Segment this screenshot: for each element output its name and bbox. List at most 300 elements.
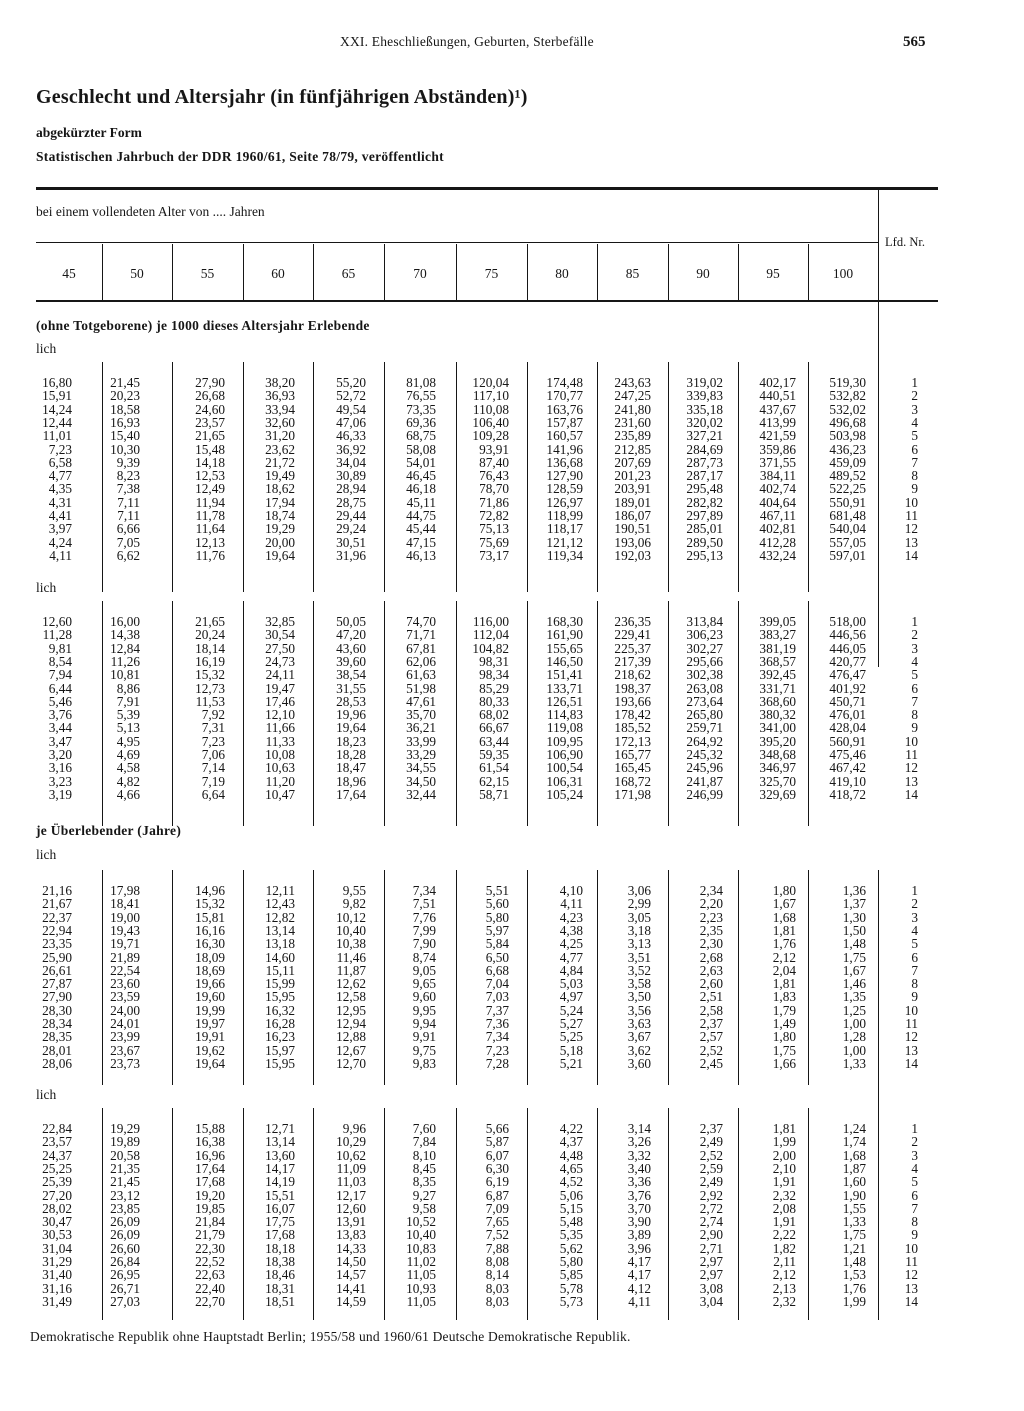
table-cell-age-65: 14,41 <box>336 1280 366 1296</box>
table-cell-age-85: 198,37 <box>614 680 651 696</box>
table-cell-age-95: 2,13 <box>772 1280 796 1296</box>
row-number: 14 <box>904 547 918 563</box>
row-number: 3 <box>911 1147 918 1163</box>
row-number: 3 <box>911 909 918 925</box>
table-cell-age-80: 4,65 <box>559 1160 583 1176</box>
row-number: 4 <box>911 414 918 430</box>
table-cell-age-90: 3,08 <box>699 1280 723 1296</box>
table-cell-age-60: 12,82 <box>265 909 295 925</box>
table-cell-age-100: 522,25 <box>829 481 866 497</box>
row-number: 11 <box>905 1254 918 1269</box>
table-cell-age-45: 28,30 <box>42 1002 72 1018</box>
subtitle-source: Statistischen Jahrbuch der DDR 1960/61, Seite 78/79, veröffentlicht <box>36 149 444 164</box>
table-cell-age-100: 1,00 <box>842 1042 866 1058</box>
table-cell-age-55: 16,16 <box>195 922 225 938</box>
table-cell-age-100: 1,28 <box>842 1029 866 1045</box>
row-number: 8 <box>911 1214 918 1230</box>
row-number: 2 <box>911 1134 918 1150</box>
table-cell-age-70: 61,63 <box>406 667 436 683</box>
table-cell-age-90: 295,66 <box>686 653 723 669</box>
table-cell-age-95: 1,76 <box>772 936 796 952</box>
table-cell-age-70: 51,98 <box>406 680 436 696</box>
table-cell-age-100: 1,60 <box>842 1174 866 1190</box>
table-cell-age-55: 16,96 <box>195 1147 225 1163</box>
table-cell-age-90: 285,01 <box>686 521 723 537</box>
table-cell-age-80: 168,30 <box>546 614 583 629</box>
table-cell-age-75: 112,04 <box>472 627 509 643</box>
row-number: 12 <box>904 760 918 776</box>
table-cell-age-70: 32,44 <box>406 786 436 802</box>
table-cell-age-60: 12,71 <box>265 1121 295 1136</box>
table-cell-age-60: 12,43 <box>265 896 295 912</box>
table-cell-age-70: 9,58 <box>412 1200 436 1216</box>
table-cell-age-75: 71,86 <box>479 494 509 510</box>
table-cell-age-85: 3,32 <box>627 1147 651 1163</box>
table-cell-age-100: 401,92 <box>829 680 866 696</box>
table-cell-age-60: 18,38 <box>265 1254 295 1269</box>
table-cell-age-95: 432,24 <box>759 547 796 563</box>
table-cell-age-85: 4,12 <box>627 1280 651 1296</box>
table-cell-age-100: 1,50 <box>842 922 866 938</box>
table-cell-age-80: 5,48 <box>559 1214 583 1230</box>
table-cell-age-95: 341,00 <box>759 720 796 736</box>
table-cell-age-100: 1,87 <box>842 1160 866 1176</box>
table-cell-age-45: 11,28 <box>42 627 72 643</box>
table-cell-age-50: 21,35 <box>110 1160 140 1176</box>
table-row <box>0 1282 1024 1295</box>
table-cell-age-90: 2,74 <box>699 1214 723 1230</box>
table-cell-age-70: 47,61 <box>406 693 436 709</box>
table-cell-age-90: 302,27 <box>686 640 723 656</box>
table-cell-age-65: 28,53 <box>336 693 366 709</box>
table-cell-age-70: 7,84 <box>412 1134 436 1150</box>
table-cell-age-65: 10,38 <box>336 936 366 952</box>
table-cell-age-55: 19,85 <box>195 1200 225 1216</box>
table-cell-age-70: 58,08 <box>406 441 436 457</box>
table-cell-age-90: 273,64 <box>686 693 723 709</box>
column-divider <box>102 244 103 300</box>
table-cell-age-50: 6,62 <box>116 547 140 563</box>
table-cell-age-65: 30,89 <box>336 468 366 484</box>
table-cell-age-90: 297,89 <box>686 508 723 523</box>
table-cell-age-50: 20,23 <box>110 388 140 404</box>
table-row <box>0 389 1024 402</box>
table-cell-age-85: 3,56 <box>627 1002 651 1018</box>
table-cell-age-85: 217,39 <box>614 653 651 669</box>
table-cell-age-100: 475,46 <box>829 747 866 762</box>
table-cell-age-50: 23,67 <box>110 1042 140 1058</box>
table-cell-age-70: 10,83 <box>406 1240 436 1256</box>
table-cell-age-75: 7,28 <box>485 1055 509 1071</box>
table-cell-age-75: 62,15 <box>479 773 509 789</box>
table-cell-age-65: 10,40 <box>336 922 366 938</box>
table-row <box>0 695 1024 708</box>
table-cell-age-85: 3,62 <box>627 1042 651 1058</box>
group-label-life-expectancy-2: lich <box>36 1087 57 1102</box>
table-cell-age-50: 10,30 <box>110 441 140 457</box>
table-cell-age-50: 23,99 <box>110 1029 140 1045</box>
row-number: 8 <box>911 468 918 484</box>
table-cell-age-55: 6,64 <box>201 786 225 802</box>
table-cell-age-95: 421,59 <box>759 428 796 444</box>
table-cell-age-85: 165,77 <box>614 747 651 762</box>
row-number: 8 <box>911 707 918 723</box>
table-row <box>0 482 1024 495</box>
table-cell-age-85: 178,42 <box>614 707 651 723</box>
table-cell-age-75: 68,02 <box>479 707 509 723</box>
table-cell-age-50: 4,82 <box>116 773 140 789</box>
table-cell-age-45: 7,94 <box>48 667 72 683</box>
table-row <box>0 655 1024 668</box>
table-cell-age-70: 35,70 <box>406 707 436 723</box>
table-cell-age-75: 72,82 <box>479 508 509 523</box>
table-cell-age-65: 9,82 <box>342 896 366 912</box>
table-cell-age-75: 5,51 <box>485 883 509 898</box>
table-cell-age-90: 2,23 <box>699 909 723 925</box>
table-cell-age-80: 4,37 <box>559 1134 583 1150</box>
table-cell-age-50: 26,95 <box>110 1267 140 1283</box>
table-cell-age-65: 19,96 <box>336 707 366 723</box>
table-cell-age-95: 1,66 <box>772 1055 796 1071</box>
row-number: 9 <box>911 481 918 497</box>
table-cell-age-60: 15,95 <box>265 989 295 1005</box>
table-cell-age-65: 12,17 <box>336 1187 366 1203</box>
table-cell-age-60: 13,18 <box>265 936 295 952</box>
table-cell-age-100: 1,67 <box>842 962 866 978</box>
table-cell-age-65: 13,83 <box>336 1227 366 1243</box>
table-row <box>0 735 1024 748</box>
table-cell-age-55: 11,94 <box>195 494 225 510</box>
table-cell-age-60: 20,00 <box>265 534 295 550</box>
table-cell-age-75: 5,60 <box>485 896 509 912</box>
table-cell-age-85: 185,52 <box>614 720 651 736</box>
table-cell-age-70: 45,11 <box>406 494 436 510</box>
table-cell-age-100: 450,71 <box>829 693 866 709</box>
table-cell-age-95: 359,86 <box>759 441 796 457</box>
table-cell-age-70: 34,55 <box>406 760 436 776</box>
table-cell-age-95: 2,22 <box>772 1227 796 1243</box>
table-cell-age-55: 19,60 <box>195 989 225 1005</box>
table-cell-age-45: 4,24 <box>48 534 72 550</box>
table-cell-age-60: 11,20 <box>265 773 295 789</box>
table-cell-age-60: 17,94 <box>265 494 295 510</box>
table-cell-age-90: 265,80 <box>686 707 723 723</box>
running-head: XXI. Eheschließungen, Geburten, Sterbefälle <box>340 34 594 49</box>
table-cell-age-80: 4,22 <box>559 1121 583 1136</box>
table-cell-age-95: 1,79 <box>772 1002 796 1018</box>
table-cell-age-50: 4,69 <box>116 747 140 762</box>
table-cell-age-95: 1,81 <box>772 1121 796 1136</box>
table-cell-age-95: 383,27 <box>759 627 796 643</box>
column-divider <box>243 244 244 300</box>
row-number: 2 <box>911 388 918 404</box>
table-cell-age-85: 3,36 <box>627 1174 651 1190</box>
table-cell-age-55: 16,19 <box>195 653 225 669</box>
table-cell-age-90: 2,35 <box>699 922 723 938</box>
table-row <box>0 416 1024 429</box>
table-cell-age-95: 384,11 <box>759 468 796 484</box>
table-row <box>0 924 1024 937</box>
table-cell-age-60: 19,29 <box>265 521 295 537</box>
table-cell-age-80: 151,41 <box>546 667 583 683</box>
table-cell-age-50: 4,66 <box>116 786 140 802</box>
table-cell-age-100: 459,09 <box>829 454 866 470</box>
table-cell-age-100: 550,91 <box>829 494 866 510</box>
table-cell-age-50: 19,71 <box>110 936 140 952</box>
table-row <box>0 642 1024 655</box>
table-cell-age-45: 28,02 <box>42 1200 72 1216</box>
table-cell-age-50: 26,84 <box>110 1254 140 1269</box>
table-cell-age-90: 2,45 <box>699 1055 723 1071</box>
table-row <box>0 443 1024 456</box>
table-cell-age-90: 313,84 <box>686 614 723 629</box>
table-cell-age-50: 7,05 <box>116 534 140 550</box>
table-cell-age-50: 26,60 <box>110 1240 140 1256</box>
row-number: 4 <box>911 922 918 938</box>
table-cell-age-70: 34,50 <box>406 773 436 789</box>
table-cell-age-55: 22,40 <box>195 1280 225 1296</box>
table-cell-age-80: 5,62 <box>559 1240 583 1256</box>
table-cell-age-45: 31,04 <box>42 1240 72 1256</box>
table-cell-age-80: 4,25 <box>559 936 583 952</box>
table-cell-age-100: 540,04 <box>829 521 866 537</box>
table-cell-age-80: 5,80 <box>559 1254 583 1269</box>
table-cell-age-75: 61,54 <box>479 760 509 776</box>
table-row <box>0 761 1024 774</box>
table-cell-age-100: 1,68 <box>842 1147 866 1163</box>
table-row <box>0 897 1024 910</box>
table-cell-age-55: 24,60 <box>195 401 225 417</box>
table-cell-age-50: 23,59 <box>110 989 140 1005</box>
table-cell-age-75: 5,66 <box>485 1121 509 1136</box>
table-cell-age-95: 412,28 <box>759 534 796 550</box>
table-cell-age-95: 1,68 <box>772 909 796 925</box>
table-cell-age-50: 16,93 <box>110 414 140 430</box>
table-cell-age-65: 14,50 <box>336 1254 366 1269</box>
table-cell-age-45: 3,16 <box>48 760 72 776</box>
table-cell-age-45: 22,94 <box>42 922 72 938</box>
table-cell-age-95: 399,05 <box>759 614 796 629</box>
table-cell-age-45: 3,47 <box>48 733 72 749</box>
table-cell-age-70: 8,74 <box>412 949 436 965</box>
table-cell-age-70: 33,99 <box>406 733 436 749</box>
table-cell-age-65: 28,75 <box>336 494 366 510</box>
age-header-80: 80 <box>555 266 569 281</box>
row-number: 6 <box>911 949 918 965</box>
table-cell-age-100: 1,55 <box>842 1200 866 1216</box>
row-number: 12 <box>904 1267 918 1283</box>
table-cell-age-55: 19,91 <box>195 1029 225 1045</box>
table-cell-age-85: 186,07 <box>614 508 651 523</box>
table-cell-age-60: 11,33 <box>265 733 295 749</box>
table-cell-age-65: 43,60 <box>336 640 366 656</box>
table-cell-age-60: 18,18 <box>265 1240 295 1256</box>
table-cell-age-55: 12,73 <box>195 680 225 696</box>
table-cell-age-65: 10,12 <box>336 909 366 925</box>
table-cell-age-90: 263,08 <box>686 680 723 696</box>
table-cell-age-100: 1,99 <box>842 1293 866 1309</box>
table-cell-age-60: 23,62 <box>265 441 295 457</box>
table-cell-age-85: 3,13 <box>627 936 651 952</box>
table-cell-age-75: 75,13 <box>479 521 509 537</box>
table-cell-age-70: 54,01 <box>406 454 436 470</box>
table-cell-age-90: 2,97 <box>699 1267 723 1283</box>
table-cell-age-50: 26,09 <box>110 1214 140 1230</box>
table-cell-age-100: 467,42 <box>829 760 866 776</box>
table-cell-age-80: 4,10 <box>559 883 583 898</box>
table-cell-age-50: 18,58 <box>110 401 140 417</box>
table-cell-age-75: 5,80 <box>485 909 509 925</box>
row-number: 6 <box>911 1187 918 1203</box>
table-cell-age-70: 74,70 <box>406 614 436 629</box>
section-title-life-expectancy: je Überlebender (Jahre) <box>36 823 182 838</box>
table-cell-age-70: 7,99 <box>412 922 436 938</box>
section-title-mortality: (ohne Totgeborene) je 1000 dieses Altersjahr Erlebende <box>36 318 370 333</box>
table-cell-age-95: 346,97 <box>759 760 796 776</box>
table-cell-age-90: 2,49 <box>699 1174 723 1190</box>
table-cell-age-75: 98,31 <box>479 653 509 669</box>
table-cell-age-85: 3,70 <box>627 1200 651 1216</box>
row-number: 11 <box>905 508 918 523</box>
table-cell-age-60: 19,64 <box>265 547 295 563</box>
table-cell-age-90: 284,69 <box>686 441 723 457</box>
table-cell-age-70: 71,71 <box>406 627 436 643</box>
table-cell-age-100: 597,01 <box>829 547 866 563</box>
table-cell-age-95: 2,12 <box>772 1267 796 1283</box>
table-cell-age-90: 2,57 <box>699 1029 723 1045</box>
table-cell-age-75: 66,67 <box>479 720 509 736</box>
table-cell-age-60: 18,31 <box>265 1280 295 1296</box>
row-number: 1 <box>911 375 918 390</box>
row-number: 9 <box>911 989 918 1005</box>
table-cell-age-70: 11,02 <box>406 1254 436 1269</box>
table-cell-age-75: 7,36 <box>485 1016 509 1031</box>
table-cell-age-60: 14,60 <box>265 949 295 965</box>
table-cell-age-65: 55,20 <box>336 375 366 390</box>
table-cell-age-100: 1,33 <box>842 1214 866 1230</box>
table-cell-age-100: 1,30 <box>842 909 866 925</box>
table-cell-age-90: 2,58 <box>699 1002 723 1018</box>
table-cell-age-60: 14,19 <box>265 1174 295 1190</box>
table-row <box>0 469 1024 482</box>
table-cell-age-70: 33,29 <box>406 747 436 762</box>
table-cell-age-65: 28,94 <box>336 481 366 497</box>
table-cell-age-60: 36,93 <box>265 388 295 404</box>
table-cell-age-50: 27,03 <box>110 1293 140 1309</box>
table-cell-age-90: 2,97 <box>699 1254 723 1269</box>
table-cell-age-75: 8,03 <box>485 1280 509 1296</box>
table-cell-age-75: 8,14 <box>485 1267 509 1283</box>
table-cell-age-60: 16,07 <box>265 1200 295 1216</box>
row-number: 6 <box>911 680 918 696</box>
table-cell-age-55: 19,62 <box>195 1042 225 1058</box>
table-cell-age-95: 467,11 <box>759 508 796 523</box>
subtitle-short-form: abgekürzter Form <box>36 125 142 140</box>
table-cell-age-60: 30,54 <box>265 627 295 643</box>
table-cell-age-50: 11,26 <box>110 653 140 669</box>
table-cell-age-70: 68,75 <box>406 428 436 444</box>
table-cell-age-45: 6,44 <box>48 680 72 696</box>
table-cell-age-90: 339,83 <box>686 388 723 404</box>
column-divider <box>172 244 173 300</box>
table-cell-age-45: 4,35 <box>48 481 72 497</box>
table-cell-age-95: 368,60 <box>759 693 796 709</box>
age-header-60: 60 <box>271 266 285 281</box>
table-cell-age-75: 63,44 <box>479 733 509 749</box>
table-cell-age-45: 28,01 <box>42 1042 72 1058</box>
table-cell-age-65: 11,09 <box>336 1160 366 1176</box>
table-cell-age-45: 25,25 <box>42 1160 72 1176</box>
table-cell-age-55: 19,66 <box>195 976 225 992</box>
table-cell-age-100: 560,91 <box>829 733 866 749</box>
table-cell-age-90: 245,96 <box>686 760 723 776</box>
table-cell-age-85: 4,11 <box>628 1293 651 1309</box>
table-cell-age-50: 9,39 <box>116 454 140 470</box>
table-cell-age-95: 380,32 <box>759 707 796 723</box>
table-cell-age-70: 10,52 <box>406 1214 436 1230</box>
table-cell-age-70: 7,76 <box>412 909 436 925</box>
table-cell-age-45: 3,97 <box>48 521 72 537</box>
table-cell-age-95: 1,81 <box>772 922 796 938</box>
table-cell-age-60: 16,23 <box>265 1029 295 1045</box>
table-cell-age-65: 9,55 <box>342 883 366 898</box>
table-cell-age-45: 3,76 <box>48 707 72 723</box>
table-cell-age-80: 106,31 <box>546 773 583 789</box>
table-cell-age-50: 21,89 <box>110 949 140 965</box>
table-cell-age-100: 1,53 <box>842 1267 866 1283</box>
table-cell-age-70: 46,13 <box>406 547 436 563</box>
table-cell-age-80: 5,03 <box>559 976 583 992</box>
table-cell-age-100: 1,33 <box>842 1055 866 1071</box>
table-cell-age-60: 33,94 <box>265 401 295 417</box>
table-cell-age-100: 557,05 <box>829 534 866 550</box>
table-cell-age-65: 49,54 <box>336 401 366 417</box>
table-cell-age-95: 1,81 <box>772 976 796 992</box>
age-header-75: 75 <box>484 266 499 281</box>
table-cell-age-100: 476,47 <box>829 667 866 683</box>
table-cell-age-75: 110,08 <box>472 401 509 417</box>
table-cell-age-90: 327,21 <box>686 428 723 444</box>
table-cell-age-95: 381,19 <box>759 640 796 656</box>
table-cell-age-50: 22,54 <box>110 962 140 978</box>
table-cell-age-50: 10,81 <box>110 667 140 683</box>
table-cell-age-75: 5,87 <box>485 1134 509 1150</box>
table-cell-age-55: 15,48 <box>195 441 225 457</box>
table-cell-age-50: 19,43 <box>110 922 140 938</box>
table-cell-age-100: 1,90 <box>842 1187 866 1203</box>
table-cell-age-90: 3,04 <box>699 1293 723 1309</box>
table-cell-age-75: 7,03 <box>485 989 509 1005</box>
table-cell-age-75: 120,04 <box>472 375 509 390</box>
table-row <box>0 522 1024 535</box>
table-cell-age-75: 106,40 <box>472 414 509 430</box>
row-number: 3 <box>911 401 918 417</box>
table-row <box>0 1162 1024 1175</box>
row-number: 2 <box>911 896 918 912</box>
table-cell-age-100: 681,48 <box>829 508 866 523</box>
table-cell-age-75: 109,28 <box>472 428 509 444</box>
table-cell-age-50: 24,01 <box>110 1016 140 1031</box>
column-divider <box>808 244 809 300</box>
table-cell-age-65: 29,24 <box>336 521 366 537</box>
table-cell-age-65: 14,59 <box>336 1293 366 1309</box>
table-cell-age-75: 116,00 <box>472 614 509 629</box>
table-cell-age-60: 10,47 <box>265 786 295 802</box>
table-cell-age-85: 3,50 <box>627 989 651 1005</box>
table-cell-age-90: 2,90 <box>699 1227 723 1243</box>
table-cell-age-70: 10,40 <box>406 1227 436 1243</box>
table-cell-age-50: 7,11 <box>117 508 140 523</box>
